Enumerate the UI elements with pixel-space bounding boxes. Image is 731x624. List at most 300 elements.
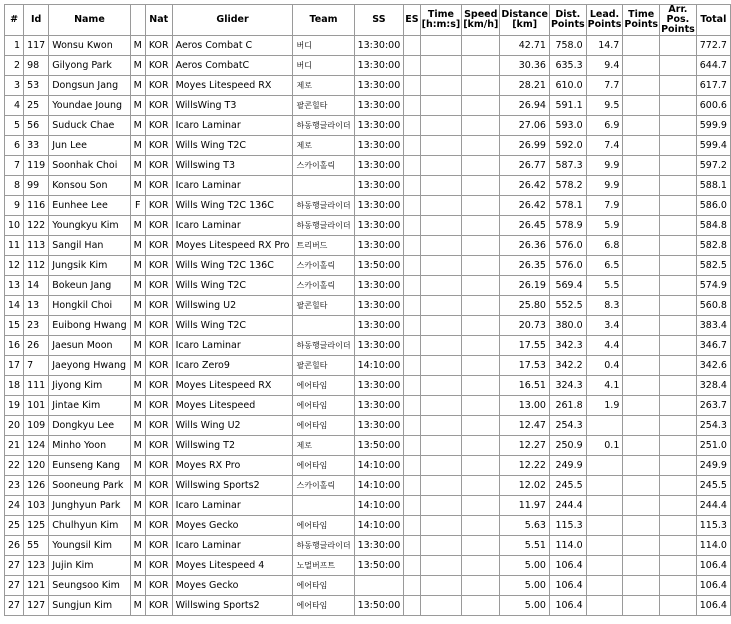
cell-glider: Wills Wing T2C (172, 316, 293, 336)
table-row (5, 176, 731, 196)
cell-pilot-name: Soonhak Choi (49, 156, 130, 176)
cell-start-time: 13:30:00 (354, 396, 404, 416)
cell-start-time: 13:30:00 (354, 136, 404, 156)
cell-pilot-name: Dongsun Jang (49, 76, 130, 96)
cell-lead-points: 8.3 (586, 296, 623, 316)
cell-time-points (623, 396, 660, 416)
cell-dist-points: 380.0 (549, 316, 586, 336)
table-row (5, 296, 731, 316)
cell-sex: M (130, 556, 145, 576)
cell-time (420, 336, 462, 356)
cell-rank: 19 (5, 396, 24, 416)
cell-pilot-id: 14 (24, 276, 49, 296)
cell-lead-points (586, 576, 623, 596)
cell-pilot-id: 122 (24, 216, 49, 236)
cell-time (420, 496, 462, 516)
cell-lead-points (586, 476, 623, 496)
cell-time-points (623, 176, 660, 196)
cell-speed (462, 256, 500, 276)
cell-team: 스카이홀릭 (293, 256, 354, 276)
cell-total: 772.7 (696, 36, 730, 56)
cell-dist-points: 254.3 (549, 416, 586, 436)
cell-pilot-name: Gilyong Park (49, 56, 130, 76)
cell-lead-points: 9.5 (586, 96, 623, 116)
cell-glider: Moyes Litespeed (172, 396, 293, 416)
cell-start-time: 13:30:00 (354, 96, 404, 116)
cell-pilot-id: 26 (24, 336, 49, 356)
cell-team: 하동행글라이더 (293, 336, 354, 356)
cell-end-time (404, 536, 420, 556)
table-row (5, 156, 731, 176)
cell-lead-points: 7.9 (586, 196, 623, 216)
cell-pilot-name: Youndae Joung (49, 96, 130, 116)
cell-time (420, 356, 462, 376)
cell-time (420, 136, 462, 156)
cell-total: 245.5 (696, 476, 730, 496)
table-row (5, 256, 731, 276)
cell-pilot-id: 7 (24, 356, 49, 376)
cell-speed (462, 116, 500, 136)
cell-rank: 18 (5, 376, 24, 396)
cell-speed (462, 476, 500, 496)
cell-distance: 17.55 (500, 336, 550, 356)
cell-pilot-name: Wonsu Kwon (49, 36, 130, 56)
cell-speed (462, 416, 500, 436)
table-body (5, 36, 731, 616)
cell-time-points (623, 96, 660, 116)
cell-pilot-id: 116 (24, 196, 49, 216)
cell-nationality: KOR (145, 536, 172, 556)
cell-lead-points: 6.8 (586, 236, 623, 256)
cell-pilot-id: 111 (24, 376, 49, 396)
cell-glider: Wills Wing T2C (172, 276, 293, 296)
cell-rank: 6 (5, 136, 24, 156)
cell-dist-points: 249.9 (549, 456, 586, 476)
cell-total: 342.6 (696, 356, 730, 376)
cell-nationality: KOR (145, 256, 172, 276)
cell-total: 383.4 (696, 316, 730, 336)
cell-team: 에어타임 (293, 596, 354, 616)
cell-rank: 5 (5, 116, 24, 136)
cell-lead-points: 0.1 (586, 436, 623, 456)
cell-time-points (623, 36, 660, 56)
cell-nationality: KOR (145, 436, 172, 456)
cell-pilot-name: Suduck Chae (49, 116, 130, 136)
cell-total: 114.0 (696, 536, 730, 556)
cell-pilot-id: 125 (24, 516, 49, 536)
cell-team: 버디 (293, 36, 354, 56)
cell-time (420, 96, 462, 116)
cell-start-time: 13:30:00 (354, 176, 404, 196)
cell-team: 하동행글라이더 (293, 116, 354, 136)
cell-pilot-name: Hongkil Choi (49, 296, 130, 316)
cell-nationality: KOR (145, 236, 172, 256)
cell-dist-points: 593.0 (549, 116, 586, 136)
cell-glider: Wills Wing T2C 136C (172, 256, 293, 276)
cell-lead-points: 9.4 (586, 56, 623, 76)
cell-speed (462, 436, 500, 456)
table-row (5, 596, 731, 616)
cell-glider: Willswing Sports2 (172, 476, 293, 496)
col-ss-header: SS (354, 5, 404, 36)
cell-start-time: 13:30:00 (354, 156, 404, 176)
table-row (5, 496, 731, 516)
cell-dist-points: 115.3 (549, 516, 586, 536)
cell-distance: 13.00 (500, 396, 550, 416)
cell-team: 팔콘힐타 (293, 296, 354, 316)
cell-start-time: 13:30:00 (354, 536, 404, 556)
cell-end-time (404, 456, 420, 476)
table-row (5, 436, 731, 456)
cell-start-time: 13:50:00 (354, 256, 404, 276)
cell-lead-points (586, 496, 623, 516)
cell-glider: Willswing Sports2 (172, 596, 293, 616)
cell-pilot-name: Sungjun Kim (49, 596, 130, 616)
cell-glider: Willswing T3 (172, 156, 293, 176)
cell-distance: 12.02 (500, 476, 550, 496)
cell-time (420, 376, 462, 396)
cell-rank: 20 (5, 416, 24, 436)
cell-speed (462, 456, 500, 476)
cell-dist-points: 552.5 (549, 296, 586, 316)
cell-dist-points: 106.4 (549, 576, 586, 596)
col-total-header: Total (696, 5, 730, 36)
cell-glider: Icaro Laminar (172, 216, 293, 236)
table-row (5, 516, 731, 536)
cell-nationality: KOR (145, 116, 172, 136)
cell-team: 에어타임 (293, 416, 354, 436)
cell-pilot-name: Jungsik Kim (49, 256, 130, 276)
cell-start-time: 13:30:00 (354, 416, 404, 436)
cell-team: 팔콘힐타 (293, 356, 354, 376)
cell-time-points (623, 456, 660, 476)
table-row (5, 56, 731, 76)
cell-team: 하동행글라이더 (293, 216, 354, 236)
cell-start-time: 13:50:00 (354, 436, 404, 456)
cell-lead-points: 4.4 (586, 336, 623, 356)
table-row (5, 216, 731, 236)
col-arr-points-header: Arr. Pos. Points (661, 4, 695, 35)
cell-rank: 27 (5, 556, 24, 576)
cell-arr-points (660, 196, 697, 216)
cell-total: 599.4 (696, 136, 730, 156)
cell-pilot-id: 123 (24, 556, 49, 576)
cell-rank: 7 (5, 156, 24, 176)
table-row (5, 236, 731, 256)
cell-time (420, 276, 462, 296)
cell-nationality: KOR (145, 336, 172, 356)
cell-total: 617.7 (696, 76, 730, 96)
cell-team (293, 176, 354, 196)
cell-arr-points (660, 456, 697, 476)
cell-total: 582.5 (696, 256, 730, 276)
cell-team: 하동행글라이더 (293, 536, 354, 556)
cell-sex: M (130, 96, 145, 116)
cell-team: 제로 (293, 436, 354, 456)
cell-time (420, 416, 462, 436)
cell-distance: 12.27 (500, 436, 550, 456)
cell-start-time: 13:30:00 (354, 236, 404, 256)
cell-sex: M (130, 116, 145, 136)
cell-nationality: KOR (145, 356, 172, 376)
cell-time (420, 436, 462, 456)
cell-glider: Moyes Litespeed RX (172, 76, 293, 96)
cell-rank: 22 (5, 456, 24, 476)
cell-team (293, 316, 354, 336)
cell-pilot-id: 109 (24, 416, 49, 436)
cell-time (420, 36, 462, 56)
cell-start-time: 13:30:00 (354, 376, 404, 396)
cell-dist-points: 591.1 (549, 96, 586, 116)
col-glider-header: Glider (172, 5, 293, 36)
cell-time (420, 316, 462, 336)
cell-nationality: KOR (145, 576, 172, 596)
cell-glider: Aeros Combat C (172, 36, 293, 56)
cell-rank: 3 (5, 76, 24, 96)
cell-nationality: KOR (145, 376, 172, 396)
cell-pilot-id: 120 (24, 456, 49, 476)
cell-sex: M (130, 436, 145, 456)
cell-time-points (623, 336, 660, 356)
cell-speed (462, 336, 500, 356)
cell-pilot-id: 124 (24, 436, 49, 456)
cell-distance: 17.53 (500, 356, 550, 376)
cell-distance: 16.51 (500, 376, 550, 396)
cell-dist-points: 610.0 (549, 76, 586, 96)
cell-team: 에어타임 (293, 456, 354, 476)
cell-dist-points: 114.0 (549, 536, 586, 556)
cell-lead-points (586, 556, 623, 576)
cell-rank: 25 (5, 516, 24, 536)
cell-total: 244.4 (696, 496, 730, 516)
cell-arr-points (660, 216, 697, 236)
cell-pilot-name: Jujin Kim (49, 556, 130, 576)
cell-time-points (623, 596, 660, 616)
cell-dist-points: 106.4 (549, 596, 586, 616)
cell-nationality: KOR (145, 196, 172, 216)
cell-distance: 28.21 (500, 76, 550, 96)
cell-nationality: KOR (145, 416, 172, 436)
cell-glider: Moyes Gecko (172, 516, 293, 536)
cell-end-time (404, 556, 420, 576)
col-id-header: Id (24, 5, 49, 36)
cell-dist-points: 578.1 (549, 196, 586, 216)
cell-sex: M (130, 236, 145, 256)
cell-arr-points (660, 116, 697, 136)
cell-team: 에어타임 (293, 376, 354, 396)
cell-nationality: KOR (145, 516, 172, 536)
cell-time (420, 196, 462, 216)
cell-lead-points (586, 596, 623, 616)
cell-speed (462, 536, 500, 556)
cell-end-time (404, 236, 420, 256)
cell-time-points (623, 276, 660, 296)
cell-end-time (404, 216, 420, 236)
col-distance-header: Distance [km] (500, 5, 550, 36)
cell-pilot-id: 126 (24, 476, 49, 496)
cell-end-time (404, 116, 420, 136)
cell-start-time: 13:30:00 (354, 296, 404, 316)
cell-arr-points (660, 316, 697, 336)
cell-team: 트리버드 (293, 236, 354, 256)
cell-team: 버디 (293, 56, 354, 76)
cell-time-points (623, 376, 660, 396)
cell-total: 582.8 (696, 236, 730, 256)
cell-start-time: 13:30:00 (354, 276, 404, 296)
cell-glider: Wills Wing T2C 136C (172, 196, 293, 216)
cell-sex: M (130, 136, 145, 156)
cell-glider: Icaro Laminar (172, 116, 293, 136)
table-row (5, 376, 731, 396)
cell-arr-points (660, 396, 697, 416)
cell-rank: 23 (5, 476, 24, 496)
cell-lead-points (586, 416, 623, 436)
cell-arr-points (660, 436, 697, 456)
cell-time (420, 236, 462, 256)
cell-time-points (623, 316, 660, 336)
cell-distance: 26.94 (500, 96, 550, 116)
cell-dist-points: 587.3 (549, 156, 586, 176)
cell-sex: M (130, 396, 145, 416)
cell-nationality: KOR (145, 36, 172, 56)
col-time-points-header: Time Points (623, 5, 660, 36)
cell-nationality: KOR (145, 56, 172, 76)
cell-lead-points: 5.5 (586, 276, 623, 296)
cell-dist-points: 245.5 (549, 476, 586, 496)
cell-arr-points (660, 536, 697, 556)
cell-pilot-id: 99 (24, 176, 49, 196)
cell-sex: M (130, 596, 145, 616)
cell-sex: M (130, 476, 145, 496)
cell-time-points (623, 476, 660, 496)
cell-distance: 26.19 (500, 276, 550, 296)
cell-arr-points (660, 356, 697, 376)
cell-distance: 5.63 (500, 516, 550, 536)
cell-arr-points (660, 296, 697, 316)
cell-arr-points (660, 256, 697, 276)
cell-pilot-id: 117 (24, 36, 49, 56)
cell-nationality: KOR (145, 276, 172, 296)
col-sex-header (130, 5, 145, 36)
cell-rank: 13 (5, 276, 24, 296)
cell-arr-points (660, 236, 697, 256)
cell-lead-points (586, 456, 623, 476)
cell-team (293, 496, 354, 516)
cell-pilot-name: Eunhee Lee (49, 196, 130, 216)
cell-time (420, 56, 462, 76)
cell-time-points (623, 236, 660, 256)
cell-sex: M (130, 256, 145, 276)
cell-start-time: 13:30:00 (354, 116, 404, 136)
cell-start-time: 13:30:00 (354, 336, 404, 356)
cell-team: 노멀버프트 (293, 556, 354, 576)
cell-glider: Moyes Litespeed 4 (172, 556, 293, 576)
cell-end-time (404, 156, 420, 176)
cell-pilot-name: Seungsoo Kim (49, 576, 130, 596)
col-rank-header: # (5, 5, 24, 36)
cell-time (420, 76, 462, 96)
cell-pilot-id: 23 (24, 316, 49, 336)
cell-dist-points: 578.9 (549, 216, 586, 236)
cell-end-time (404, 296, 420, 316)
cell-speed (462, 396, 500, 416)
cell-distance: 30.36 (500, 56, 550, 76)
cell-lead-points: 6.9 (586, 116, 623, 136)
cell-pilot-name: Sangil Han (49, 236, 130, 256)
cell-pilot-name: Sooneung Park (49, 476, 130, 496)
cell-distance: 26.42 (500, 196, 550, 216)
cell-glider: Moyes RX Pro (172, 456, 293, 476)
cell-total: 574.9 (696, 276, 730, 296)
cell-total: 263.7 (696, 396, 730, 416)
cell-speed (462, 176, 500, 196)
cell-arr-points (660, 176, 697, 196)
results-table (4, 4, 731, 616)
cell-speed (462, 316, 500, 336)
cell-speed (462, 196, 500, 216)
cell-time-points (623, 556, 660, 576)
cell-total: 586.0 (696, 196, 730, 216)
cell-pilot-name: Euibong Hwang (49, 316, 130, 336)
cell-nationality: KOR (145, 476, 172, 496)
cell-total: 106.4 (696, 556, 730, 576)
cell-total: 588.1 (696, 176, 730, 196)
cell-dist-points: 324.3 (549, 376, 586, 396)
table-row (5, 116, 731, 136)
table-row (5, 136, 731, 156)
cell-pilot-name: Jaeyong Hwang (49, 356, 130, 376)
cell-arr-points (660, 376, 697, 396)
cell-pilot-id: 55 (24, 536, 49, 556)
cell-nationality: KOR (145, 396, 172, 416)
cell-end-time (404, 576, 420, 596)
cell-glider: Willswing T2 (172, 436, 293, 456)
cell-arr-points (660, 596, 697, 616)
cell-rank: 15 (5, 316, 24, 336)
cell-pilot-name: Youngkyu Kim (49, 216, 130, 236)
cell-arr-points (660, 76, 697, 96)
cell-sex: M (130, 316, 145, 336)
cell-time (420, 296, 462, 316)
table-row (5, 456, 731, 476)
cell-time-points (623, 256, 660, 276)
cell-dist-points: 342.3 (549, 336, 586, 356)
cell-sex: M (130, 536, 145, 556)
cell-pilot-name: Minho Yoon (49, 436, 130, 456)
cell-pilot-name: Bokeun Jang (49, 276, 130, 296)
cell-distance: 26.77 (500, 156, 550, 176)
cell-lead-points: 6.5 (586, 256, 623, 276)
cell-pilot-id: 98 (24, 56, 49, 76)
cell-sex: M (130, 36, 145, 56)
cell-team: 스카이홀릭 (293, 156, 354, 176)
cell-dist-points: 261.8 (549, 396, 586, 416)
cell-time (420, 216, 462, 236)
table-row (5, 556, 731, 576)
cell-time (420, 256, 462, 276)
table-row (5, 576, 731, 596)
cell-start-time: 13:30:00 (354, 196, 404, 216)
cell-pilot-id: 127 (24, 596, 49, 616)
cell-start-time: 13:30:00 (354, 316, 404, 336)
cell-time-points (623, 56, 660, 76)
cell-time (420, 116, 462, 136)
cell-start-time: 14:10:00 (354, 496, 404, 516)
cell-time-points (623, 416, 660, 436)
cell-end-time (404, 436, 420, 456)
cell-speed (462, 136, 500, 156)
cell-arr-points (660, 56, 697, 76)
